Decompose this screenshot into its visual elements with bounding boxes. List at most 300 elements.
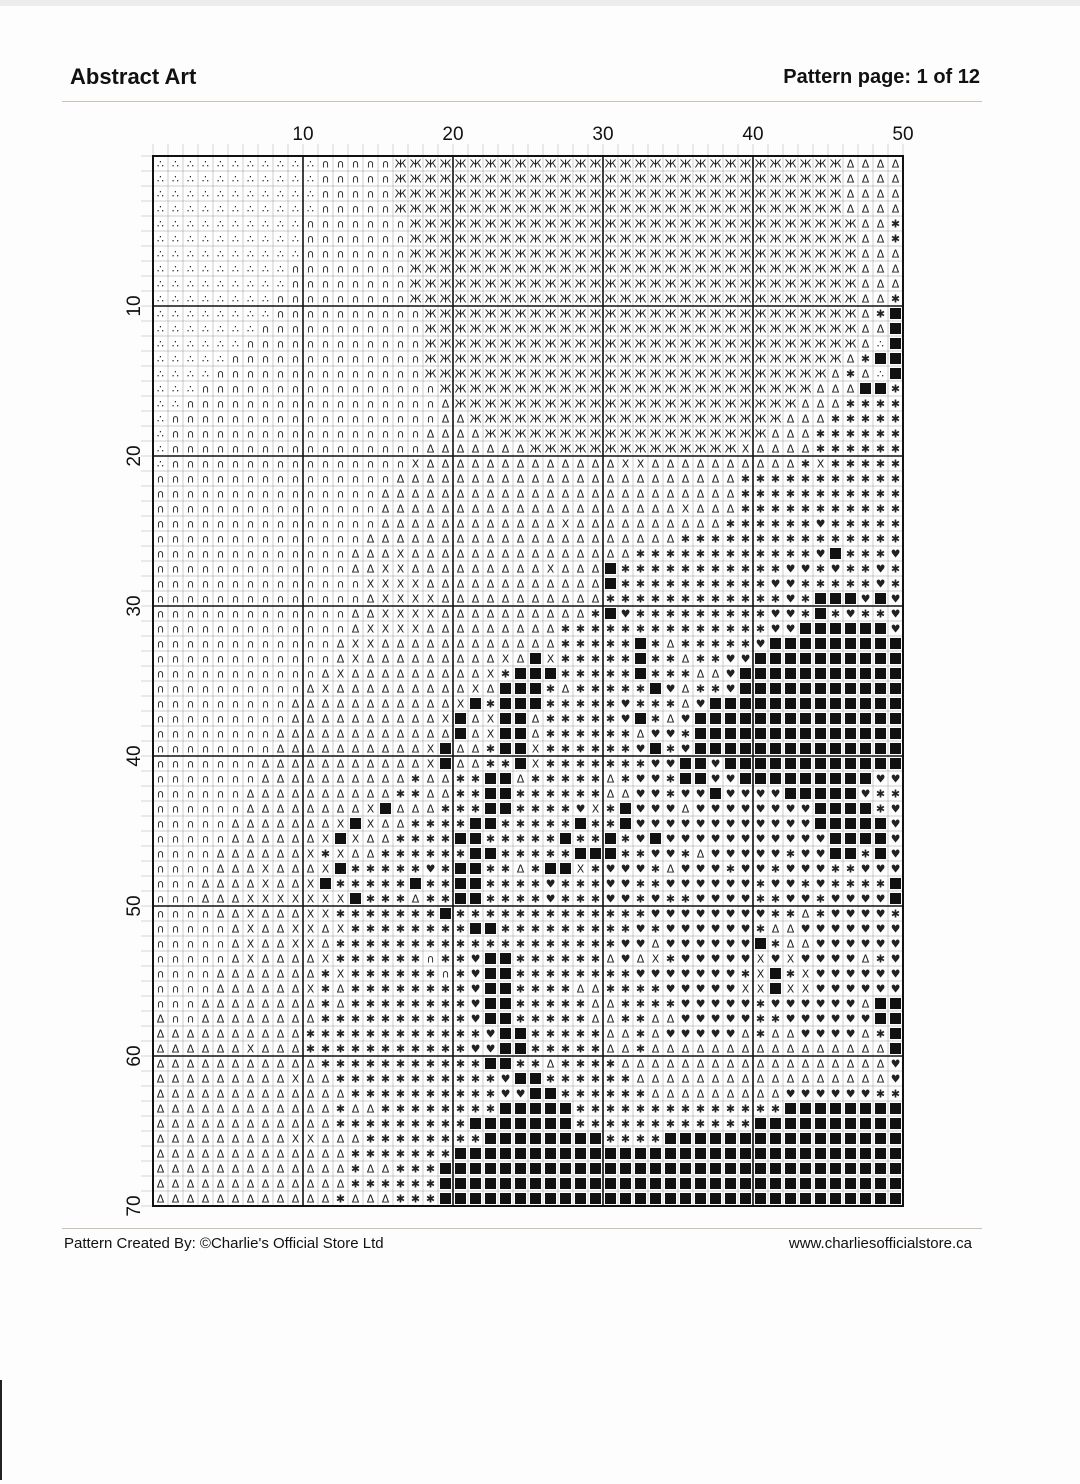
stitch-cell: Δ: [216, 847, 225, 861]
stitch-cell: ∩: [246, 742, 255, 756]
stitch-cell: ✱: [575, 652, 586, 666]
stitch-cell: Ж: [784, 322, 797, 336]
stitch-cell: Ж: [649, 217, 662, 231]
stitch-cell: Ж: [739, 427, 752, 441]
stitch-cell: ✱: [530, 802, 541, 816]
stitch-cell: ♥: [695, 697, 706, 711]
stitch-cell: ✱: [620, 967, 631, 981]
stitch-cell: Δ: [666, 532, 675, 546]
stitch-cell: [875, 383, 886, 394]
stitch-cell: [830, 848, 841, 859]
stitch-cell: Δ: [366, 847, 375, 861]
stitch-cell: ✱: [425, 1192, 436, 1206]
stitch-cell: ✱: [365, 1042, 376, 1056]
stitch-cell: Δ: [186, 1042, 195, 1056]
stitch-cell: ✱: [410, 772, 421, 786]
stitch-cell: Ж: [679, 172, 692, 186]
stitch-cell: Δ: [366, 787, 375, 801]
stitch-cell: Ж: [574, 352, 587, 366]
stitch-cell: ♥: [890, 847, 901, 861]
stitch-cell: ∩: [321, 577, 330, 591]
stitch-cell: ∴: [202, 247, 209, 261]
stitch-cell: ∩: [171, 817, 180, 831]
stitch-cell: Δ: [696, 517, 705, 531]
stitch-cell: ♥: [845, 1087, 856, 1101]
stitch-cell: Ж: [769, 172, 782, 186]
stitch-cell: Ж: [424, 322, 437, 336]
stitch-cell: [530, 1118, 541, 1129]
stitch-cell: X: [366, 637, 375, 651]
stitch-cell: ∩: [291, 322, 300, 336]
stitch-cell: [890, 668, 901, 679]
stitch-cell: Δ: [426, 457, 435, 471]
stitch-cell: Δ: [231, 1147, 240, 1161]
stitch-cell: ✱: [650, 562, 661, 576]
stitch-cell: ✱: [545, 1072, 556, 1086]
stitch-cell: ∩: [231, 412, 240, 426]
stitch-cell: [470, 1118, 481, 1129]
stitch-cell: Δ: [381, 757, 390, 771]
stitch-cell: Ж: [574, 172, 587, 186]
stitch-cell: Δ: [276, 1192, 285, 1206]
stitch-cell: Ж: [409, 277, 422, 291]
stitch-cell: Δ: [696, 1057, 705, 1071]
stitch-cell: ♥: [845, 952, 856, 966]
stitch-cell: ✱: [530, 1057, 541, 1071]
stitch-cell: ∩: [291, 502, 300, 516]
stitch-cell: ♥: [515, 1087, 526, 1101]
stitch-cell: ♥: [890, 832, 901, 846]
stitch-cell: ∩: [216, 412, 225, 426]
stitch-cell: X: [306, 922, 315, 936]
stitch-cell: Δ: [156, 1132, 165, 1146]
stitch-cell: ∩: [276, 382, 285, 396]
stitch-cell: Δ: [351, 712, 360, 726]
stitch-cell: Ж: [394, 157, 407, 171]
stitch-cell: ∴: [247, 217, 254, 231]
stitch-cell: Δ: [861, 217, 870, 231]
stitch-cell: ✱: [710, 1117, 721, 1131]
stitch-cell: Δ: [366, 772, 375, 786]
stitch-cell: ✱: [590, 787, 601, 801]
stitch-cell: Δ: [651, 1057, 660, 1071]
stitch-cell: ∴: [292, 217, 299, 231]
stitch-cell: ✱: [425, 1102, 436, 1116]
stitch-cell: [710, 1193, 721, 1204]
stitch-cell: Δ: [261, 1027, 270, 1041]
stitch-cell: Ж: [754, 412, 767, 426]
stitch-cell: Δ: [351, 802, 360, 816]
stitch-cell: Ж: [619, 247, 632, 261]
stitch-cell: [860, 1118, 871, 1129]
stitch-cell: [800, 623, 811, 634]
stitch-cell: Ж: [829, 172, 842, 186]
stitch-cell: [830, 638, 841, 649]
stitch-cell: ∩: [201, 622, 210, 636]
stitch-cell: ✱: [530, 877, 541, 891]
stitch-cell: ∩: [276, 532, 285, 546]
stitch-cell: Δ: [861, 1027, 870, 1041]
stitch-cell: ∩: [246, 622, 255, 636]
stitch-cell: Ж: [469, 157, 482, 171]
stitch-cell: [890, 1118, 901, 1129]
stitch-cell: ∩: [261, 397, 270, 411]
stitch-cell: Ж: [694, 202, 707, 216]
stitch-cell: Δ: [651, 1042, 660, 1056]
stitch-cell: ∩: [336, 157, 345, 171]
stitch-cell: ✱: [815, 427, 826, 441]
stitch-cell: [725, 1193, 736, 1204]
stitch-cell: Δ: [441, 397, 450, 411]
stitch-cell: [890, 1163, 901, 1174]
stitch-cell: [500, 803, 511, 814]
stitch-cell: Δ: [156, 1087, 165, 1101]
stitch-cell: ♥: [785, 1012, 796, 1026]
stitch-cell: ✱: [755, 472, 766, 486]
stitch-cell: ♥: [815, 982, 826, 996]
stitch-cell: ∩: [246, 472, 255, 486]
stitch-cell: Δ: [351, 847, 360, 861]
stitch-cell: Ж: [649, 412, 662, 426]
stitch-cell: ♥: [605, 862, 616, 876]
stitch-cell: Ж: [694, 172, 707, 186]
stitch-cell: ♥: [695, 967, 706, 981]
stitch-cell: Ж: [514, 337, 527, 351]
stitch-cell: ✱: [485, 892, 496, 906]
stitch-cell: [815, 743, 826, 754]
stitch-cell: ✱: [620, 592, 631, 606]
stitch-cell: ✱: [545, 817, 556, 831]
stitch-cell: Δ: [396, 532, 405, 546]
stitch-cell: Δ: [366, 1192, 375, 1206]
stitch-cell: ✱: [395, 892, 406, 906]
stitch-cell: Δ: [336, 772, 345, 786]
stitch-cell: [875, 1013, 886, 1024]
stitch-cell: ∩: [246, 562, 255, 576]
stitch-cell: ♥: [725, 832, 736, 846]
stitch-cell: Δ: [471, 472, 480, 486]
stitch-cell: [485, 953, 496, 964]
stitch-cell: Ж: [469, 202, 482, 216]
stitch-cell: Ж: [559, 382, 572, 396]
stitch-cell: Δ: [606, 772, 615, 786]
stitch-cell: ♥: [890, 862, 901, 876]
stitch-cell: [890, 1028, 901, 1039]
stitch-cell: Δ: [516, 472, 525, 486]
stitch-cell: ✱: [395, 1072, 406, 1086]
stitch-cell: Ж: [559, 262, 572, 276]
stitch-cell: ✱: [890, 1087, 901, 1101]
stitch-cell: Ж: [649, 442, 662, 456]
stitch-cell: [755, 698, 766, 709]
stitch-cell: ✱: [770, 547, 781, 561]
stitch-cell: Δ: [351, 607, 360, 621]
stitch-cell: ✱: [545, 682, 556, 696]
stitch-cell: ✱: [575, 742, 586, 756]
stitch-cell: ∩: [351, 487, 360, 501]
stitch-cell: ∩: [276, 307, 285, 321]
stitch-cell: ∩: [216, 367, 225, 381]
stitch-cell: [830, 713, 841, 724]
stitch-cell: ✱: [365, 907, 376, 921]
stitch-cell: ∩: [201, 697, 210, 711]
stitch-cell: ∩: [396, 292, 405, 306]
stitch-cell: Δ: [366, 532, 375, 546]
stitch-cell: [860, 623, 871, 634]
stitch-cell: ∩: [396, 412, 405, 426]
stitch-cell: Δ: [426, 577, 435, 591]
stitch-cell: ✱: [380, 937, 391, 951]
stitch-cell: Δ: [321, 1162, 330, 1176]
stitch-cell: Ж: [694, 337, 707, 351]
stitch-cell: Δ: [246, 1012, 255, 1026]
stitch-cell: Δ: [261, 937, 270, 951]
stitch-cell: Ж: [529, 352, 542, 366]
stitch-cell: ∩: [366, 517, 375, 531]
stitch-cell: ✱: [875, 427, 886, 441]
row-label: 70: [124, 1195, 145, 1217]
stitch-cell: ∩: [276, 547, 285, 561]
stitch-cell: Ж: [829, 277, 842, 291]
stitch-cell: ∩: [246, 442, 255, 456]
stitch-cell: Ж: [424, 292, 437, 306]
stitch-cell: Ж: [499, 337, 512, 351]
stitch-cell: ✱: [590, 637, 601, 651]
stitch-cell: ∩: [201, 757, 210, 771]
stitch-cell: ♥: [695, 817, 706, 831]
stitch-cell: Ж: [619, 397, 632, 411]
stitch-cell: [485, 1193, 496, 1204]
stitch-cell: Δ: [306, 757, 315, 771]
stitch-cell: Δ: [651, 1072, 660, 1086]
stitch-cell: Δ: [306, 1012, 315, 1026]
stitch-cell: Δ: [216, 1057, 225, 1071]
stitch-cell: [755, 728, 766, 739]
stitch-cell: ✱: [365, 877, 376, 891]
stitch-cell: ✱: [620, 772, 631, 786]
stitch-cell: ♥: [725, 877, 736, 891]
stitch-cell: Ж: [664, 292, 677, 306]
stitch-cell: ✱: [575, 937, 586, 951]
stitch-cell: [785, 773, 796, 784]
stitch-cell: ∩: [396, 367, 405, 381]
stitch-cell: ♥: [665, 937, 676, 951]
stitch-cell: [875, 998, 886, 1009]
stitch-cell: [830, 593, 841, 604]
column-label: 50: [892, 124, 914, 145]
stitch-cell: ✱: [650, 1102, 661, 1116]
stitch-cell: Ж: [634, 232, 647, 246]
stitch-cell: Ж: [829, 262, 842, 276]
stitch-cell: Δ: [366, 1102, 375, 1116]
stitch-cell: ∩: [306, 307, 315, 321]
stitch-cell: Δ: [711, 1087, 720, 1101]
stitch-cell: Δ: [846, 1057, 855, 1071]
stitch-cell: Ж: [559, 187, 572, 201]
stitch-cell: Ж: [574, 412, 587, 426]
stitch-cell: [695, 743, 706, 754]
stitch-cell: ∩: [396, 442, 405, 456]
stitch-cell: Ж: [634, 172, 647, 186]
stitch-cell: ✱: [575, 1027, 586, 1041]
stitch-cell: ✱: [650, 1132, 661, 1146]
stitch-cell: Ж: [739, 247, 752, 261]
stitch-cell: Ж: [514, 292, 527, 306]
stitch-cell: ∩: [201, 397, 210, 411]
stitch-cell: Δ: [396, 502, 405, 516]
stitch-cell: Ж: [469, 307, 482, 321]
stitch-cell: ✱: [485, 907, 496, 921]
stitch-cell: ∴: [187, 307, 194, 321]
stitch-cell: ∩: [216, 802, 225, 816]
stitch-cell: Δ: [561, 487, 570, 501]
stitch-cell: ∩: [246, 697, 255, 711]
stitch-cell: ✱: [335, 1012, 346, 1026]
stitch-cell: Δ: [201, 1192, 210, 1206]
stitch-cell: Ж: [454, 157, 467, 171]
stitch-cell: Δ: [216, 907, 225, 921]
stitch-cell: Ж: [499, 217, 512, 231]
stitch-cell: Δ: [546, 472, 555, 486]
stitch-cell: ∩: [381, 247, 390, 261]
stitch-cell: ✱: [665, 1102, 676, 1116]
stitch-cell: Ж: [844, 247, 857, 261]
stitch-cell: ✱: [800, 592, 811, 606]
stitch-cell: ✱: [800, 457, 811, 471]
stitch-cell: Δ: [276, 1162, 285, 1176]
stitch-cell: ♥: [665, 727, 676, 741]
stitch-cell: [740, 758, 751, 769]
stitch-cell: Δ: [411, 517, 420, 531]
stitch-cell: ♥: [845, 1012, 856, 1026]
stitch-cell: ∴: [262, 202, 269, 216]
stitch-cell: ♥: [845, 982, 856, 996]
stitch-cell: ✱: [545, 967, 556, 981]
stitch-cell: ♥: [605, 892, 616, 906]
stitch-cell: Ж: [679, 382, 692, 396]
stitch-cell: Δ: [861, 307, 870, 321]
stitch-cell: ∩: [216, 757, 225, 771]
stitch-cell: ∴: [262, 172, 269, 186]
stitch-cell: Δ: [426, 487, 435, 501]
stitch-cell: ∩: [366, 472, 375, 486]
stitch-cell: ♥: [725, 817, 736, 831]
stitch-cell: [740, 698, 751, 709]
stitch-cell: ✱: [620, 1132, 631, 1146]
stitch-cell: Ж: [814, 262, 827, 276]
stitch-cell: Ж: [799, 202, 812, 216]
stitch-cell: ♥: [815, 517, 826, 531]
stitch-cell: ✱: [665, 592, 676, 606]
stitch-cell: Ж: [664, 277, 677, 291]
stitch-cell: Ж: [589, 412, 602, 426]
stitch-cell: ✱: [455, 922, 466, 936]
stitch-cell: [680, 1163, 691, 1174]
stitch-cell: ✱: [485, 1072, 496, 1086]
stitch-cell: Ж: [814, 277, 827, 291]
stitch-cell: Ж: [529, 172, 542, 186]
stitch-cell: Ж: [514, 427, 527, 441]
stitch-cell: Ж: [424, 367, 437, 381]
stitch-cell: [755, 1193, 766, 1204]
stitch-cell: [635, 1193, 646, 1204]
stitch-cell: ✱: [860, 502, 871, 516]
stitch-cell: ♥: [725, 907, 736, 921]
stitch-cell: ∩: [351, 307, 360, 321]
stitch-cell: ∩: [156, 577, 165, 591]
stitch-cell: ♥: [845, 922, 856, 936]
stitch-cell: ∩: [321, 382, 330, 396]
stitch-cell: ✱: [560, 1012, 571, 1026]
stitch-cell: Δ: [546, 592, 555, 606]
stitch-cell: ∴: [307, 187, 314, 201]
stitch-cell: ✱: [770, 1012, 781, 1026]
stitch-cell: [830, 1163, 841, 1174]
stitch-cell: ✱: [380, 907, 391, 921]
stitch-cell: [785, 758, 796, 769]
stitch-cell: ∩: [396, 307, 405, 321]
stitch-cell: ✱: [320, 1027, 331, 1041]
stitch-cell: Ж: [739, 412, 752, 426]
stitch-cell: X: [366, 817, 375, 831]
stitch-cell: Δ: [261, 997, 270, 1011]
stitch-cell: Ж: [409, 262, 422, 276]
stitch-cell: ✱: [590, 937, 601, 951]
stitch-cell: ∩: [201, 982, 210, 996]
stitch-cell: ♥: [695, 862, 706, 876]
stitch-cell: ✱: [665, 787, 676, 801]
stitch-cell: Δ: [426, 562, 435, 576]
stitch-cell: Δ: [366, 697, 375, 711]
stitch-cell: ✱: [560, 982, 571, 996]
stitch-cell: ∩: [246, 547, 255, 561]
stitch-cell: Δ: [246, 1027, 255, 1041]
stitch-cell: ✱: [530, 922, 541, 936]
stitch-cell: ∩: [291, 562, 300, 576]
stitch-cell: Ж: [604, 172, 617, 186]
stitch-cell: ✱: [365, 997, 376, 1011]
stitch-cell: Δ: [636, 532, 645, 546]
stitch-cell: Δ: [771, 922, 780, 936]
stitch-cell: ♥: [860, 1087, 871, 1101]
stitch-cell: Ж: [454, 247, 467, 261]
stitch-cell: ✱: [635, 1042, 646, 1056]
stitch-cell: [455, 1178, 466, 1189]
stitch-cell: Δ: [276, 1057, 285, 1071]
stitch-cell: Δ: [651, 517, 660, 531]
stitch-cell: X: [396, 562, 405, 576]
stitch-cell: Δ: [381, 532, 390, 546]
stitch-cell: Ж: [739, 157, 752, 171]
stitch-cell: ∩: [351, 397, 360, 411]
stitch-cell: Δ: [846, 382, 855, 396]
stitch-cell: ♥: [740, 862, 751, 876]
stitch-cell: [515, 713, 526, 724]
store-website-link[interactable]: www.charliesofficialstore.ca: [788, 1235, 972, 1252]
stitch-cell: Ж: [664, 367, 677, 381]
stitch-cell: ∩: [246, 337, 255, 351]
stitch-cell: ✱: [530, 952, 541, 966]
stitch-cell: ∩: [366, 232, 375, 246]
stitch-cell: Ж: [544, 292, 557, 306]
stitch-cell: Δ: [366, 1162, 375, 1176]
stitch-cell: Ж: [694, 367, 707, 381]
stitch-cell: [890, 353, 901, 364]
stitch-cell: ✱: [485, 1087, 496, 1101]
stitch-cell: ♥: [725, 997, 736, 1011]
stitch-cell: Ж: [499, 397, 512, 411]
stitch-cell: Δ: [471, 592, 480, 606]
